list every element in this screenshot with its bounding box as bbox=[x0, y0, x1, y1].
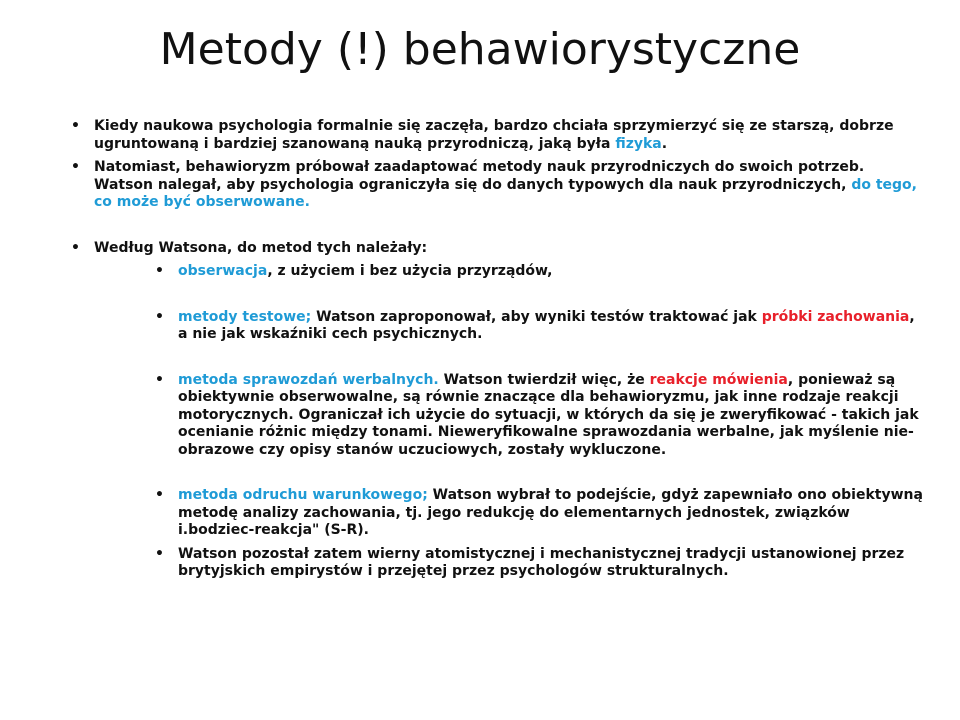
highlight-verbal-reports: metoda sprawozdań werbalnych. bbox=[178, 371, 439, 388]
highlight-tests: metody testowe; bbox=[178, 308, 312, 325]
bullet-item-physics: • Kiedy naukowa psychologia formalnie się zaczęła, bardzo chciała sprzymierzyć się ze starszą, dobrze ugruntowaną i bardziej szanowaną nauką przyrodniczą, jaką była fizyka. bbox=[71, 118, 894, 152]
slide-title: Metody (!) behawiorystyczne bbox=[159, 24, 801, 75]
highlight-behavior-samples: próbki zachowania bbox=[761, 308, 910, 325]
bullet-icon: • bbox=[71, 239, 80, 256]
bullet-icon: • bbox=[155, 487, 164, 503]
bullet-item-natural-sciences: • Natomiast, behawioryzm próbował zaadaptować metody nauk przyrodniczych do swoich potrzeb. Watson nalegał, aby psychologia ograniczyła się do danych typowych dla nauk przyrodniczych, do tego, co może być obserwowane. bbox=[71, 159, 917, 210]
bullet-icon: • bbox=[71, 159, 80, 175]
slide-body bbox=[64, 118, 924, 581]
bullet-icon: • bbox=[155, 545, 164, 562]
highlight-observable: do tego, co może być obserwowane. bbox=[94, 176, 917, 210]
bullet-item-methods-intro: • Według Watsona, do metod tych należały: bbox=[71, 239, 428, 256]
highlight-conditioned-reflex: metoda odruchu warunkowego; bbox=[178, 487, 428, 503]
highlight-observation: obserwacja bbox=[178, 263, 268, 279]
bullet-icon: • bbox=[71, 118, 80, 134]
sub-bullet-verbal-reports: • metoda sprawozdań werbalnych. Watson twierdził więc, że reakcje mówienia, ponieważ są obiektywnie obserwowalne, są równie znaczące dla behawioryzmu, jak inne rodzaje reakcji motorycznych. Ograniczał ich użycie do sytuacji, w których da się je zweryfikować - takich jak ocenianie różnic między tonami. Nieweryfikowalne sprawozdania werbalne, jak myślenie nie-obrazowe czy opisy stanów uczuciowych, zostały wykluczone. bbox=[155, 371, 919, 458]
bullet-icon: • bbox=[155, 371, 164, 388]
bullet-icon: • bbox=[155, 308, 164, 325]
bullet-icon: • bbox=[155, 263, 164, 279]
highlight-physics: fizyka bbox=[615, 135, 662, 152]
sub-bullet-tests: • metody testowe; Watson zaproponował, aby wyniki testów traktować jak próbki zachowania, a nie jak wskaźniki cech psychicznych. bbox=[155, 308, 915, 342]
sub-bullet-atomistic-tradition: • Watson pozostał zatem wierny atomistycznej i mechanistycznej tradycji ustanowionej przez brytyjskich empirystów i przejętej przez psychologów strukturalnych. bbox=[155, 545, 905, 579]
highlight-speech-reactions: reakcje mówienia bbox=[649, 371, 788, 388]
sub-bullet-conditioned-reflex: • metoda odruchu warunkowego; Watson wybrał to podejście, gdyż zapewniało ono obiektywną metodę analizy zachowania, tj. jego redukcję do elementarnych jednostek, związków i.bodziec-reakcja" (S-R). bbox=[155, 487, 923, 538]
sub-bullet-observation: • obserwacja, z użyciem i bez użycia przyrządów, bbox=[155, 263, 553, 279]
